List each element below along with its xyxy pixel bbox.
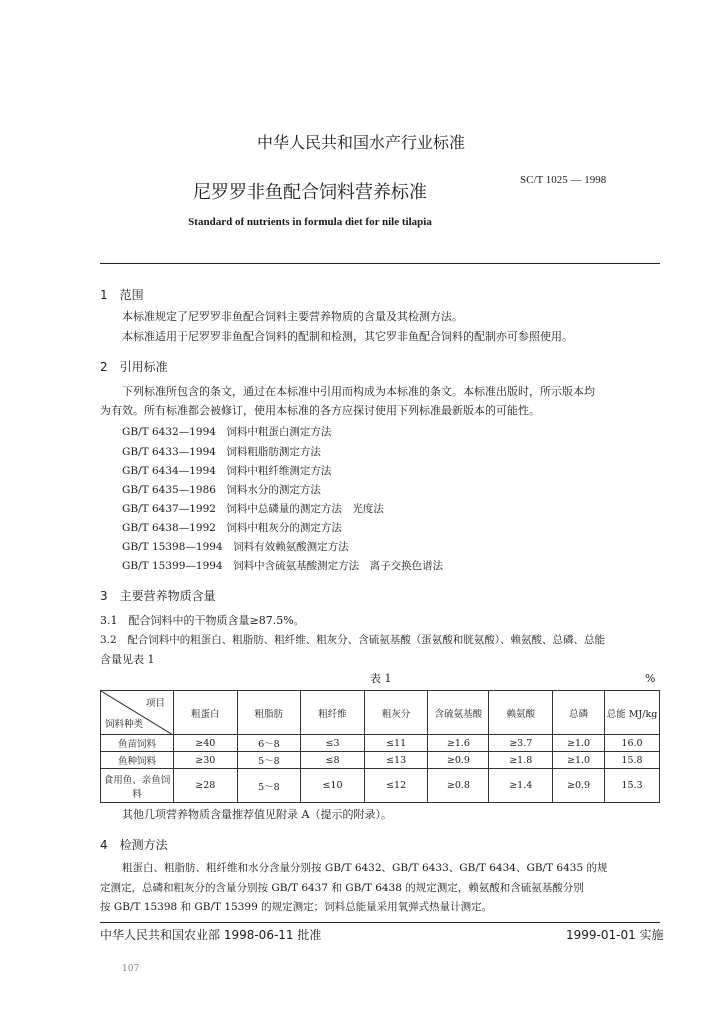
table-cell: 16.0 (605, 735, 660, 752)
section-2-para-1b: 为有效。所有标准都会被修订，使用本标准的各方应探讨使用下列标准最新版本的可能性。 (100, 404, 540, 417)
table-unit: % (645, 672, 656, 685)
section-3-2a: 3.2 配合饲料中的粗蛋白、粗脂肪、粗纤维、粗灰分、含硫氨基酸（蛋氨酸和胱氨酸）、赖氨酸、总磷、总能 (100, 634, 605, 646)
table-note: 其他几项营养物质含量推荐值见附录 A（提示的附录）。 (122, 808, 392, 821)
table-cell: 5～8 (237, 752, 301, 769)
table-cell: ≤8 (301, 752, 365, 769)
approval-date: 中华人民共和国农业部 1998-06-11 批准 (100, 928, 322, 942)
table-cell: ≤11 (364, 735, 428, 752)
section-4-para-3: 按 GB/T 15398 和 GB/T 15399 的规定测定；饲料总能量采用氧弹式热量计测定。 (100, 901, 493, 913)
table-cell: ≤13 (364, 752, 428, 769)
section-1-heading: 1 范围 (100, 288, 144, 302)
column-header: 总能 MJ/kg (605, 691, 660, 735)
reference-item: GB/T 6432—1994 饲料中粗蛋白测定方法 (122, 426, 332, 438)
column-header: 赖氨酸 (489, 691, 553, 735)
column-header: 粗纤维 (301, 691, 365, 735)
column-header: 总磷 (553, 691, 605, 735)
reference-item: GB/T 6438—1992 饲料中粗灰分的测定方法 (122, 522, 342, 534)
table-cell: 15.3 (605, 769, 660, 803)
table-cell: ≤12 (364, 769, 428, 803)
column-header: 粗蛋白 (174, 691, 238, 735)
reference-item: GB/T 6433—1994 饲料粗脂肪测定方法 (122, 446, 321, 458)
section-1-para-1: 本标准规定了尼罗罗非鱼配合饲料主要营养物质的含量及其检测方法。 (122, 310, 463, 323)
row-label: 鱼种饲料 (101, 752, 174, 769)
table-cell: 15.8 (605, 752, 660, 769)
header-divider (100, 263, 660, 264)
section-2-para-1a: 下列标准所包含的条文，通过在本标准中引用而构成为本标准的条文。本标准出版时，所示版本均 (122, 385, 595, 398)
table-cell: ≥1.0 (553, 735, 605, 752)
section-3-2b: 含量见表 1 (100, 653, 155, 666)
section-3-heading: 3 主要营养物质含量 (100, 589, 216, 603)
page-number: 107 (122, 964, 140, 974)
table-caption: 表 1 (370, 672, 392, 685)
table-row (101, 735, 660, 752)
table-cell: ≥1.4 (489, 769, 553, 803)
table-row (101, 752, 660, 769)
table-corner-cell (101, 691, 174, 735)
reference-item: GB/T 6434—1994 饲料中粗纤维测定方法 (122, 465, 332, 477)
table-cell: ≥1.8 (489, 752, 553, 769)
table-cell: 5～8 (237, 769, 301, 803)
column-header: 含硫氨基酸 (428, 691, 489, 735)
row-label: 鱼苗饲料 (101, 735, 174, 752)
reference-item: GB/T 6435—1986 饲料水分的测定方法 (122, 484, 321, 496)
table-header-row (101, 691, 660, 735)
english-title: Standard of nutrients in formula diet for nile tilapia (188, 216, 432, 228)
table-cell: ≥0.8 (428, 769, 489, 803)
implementation-date: 1999-01-01 实施 (566, 928, 664, 942)
reference-item: GB/T 15399—1994 饲料中含硫氨基酸测定方法 离子交换色谱法 (122, 560, 444, 572)
section-3-1: 3.1 配合饲料中的干物质含量≥87.5%。 (100, 614, 305, 627)
table-cell: ≤3 (301, 735, 365, 752)
standard-code: SC/T 1025 — 1998 (520, 174, 607, 186)
table-cell: ≥0.9 (428, 752, 489, 769)
column-header: 粗脂肪 (237, 691, 301, 735)
section-1-para-2: 本标准适用于尼罗罗非鱼配合饲料的配制和检测，其它罗非鱼配合饲料的配制亦可参照使用。 (122, 330, 573, 343)
table-cell: ≥40 (174, 735, 238, 752)
section-2-heading: 2 引用标准 (100, 360, 168, 374)
table-cell: 6～8 (237, 735, 301, 752)
document-title: 尼罗罗非鱼配合饲料营养标准 (193, 182, 427, 203)
reference-item: GB/T 6437—1992 饲料中总磷量的测定方法 光度法 (122, 503, 384, 515)
table-cell: ≥1.0 (553, 752, 605, 769)
section-4-para-1: 粗蛋白、粗脂肪、粗纤维和水分含量分别按 GB/T 6432、GB/T 6433、GB/T 6434、GB/T 6435 的规 (122, 862, 608, 874)
corner-label-top: 项目 (145, 698, 165, 709)
nutrient-table (100, 690, 660, 803)
reference-item: GB/T 15398—1994 饲料有效赖氨酸测定方法 (122, 541, 349, 553)
corner-label-bottom: 饲料种类 (105, 719, 144, 730)
table-cell: ≥0.9 (553, 769, 605, 803)
footer-divider (100, 922, 660, 923)
table-cell: ≥28 (174, 769, 238, 803)
table-row (101, 769, 660, 803)
table-cell: ≥3.7 (489, 735, 553, 752)
column-header: 粗灰分 (364, 691, 428, 735)
section-4-para-2: 定测定，总磷和粗灰分的含量分别按 GB/T 6437 和 GB/T 6438 的规定测定，赖氨酸和含硫氨基酸分别 (100, 882, 584, 894)
row-label: 食用鱼、亲鱼饲料 (101, 769, 174, 803)
table-cell: ≥1.6 (428, 735, 489, 752)
table-cell: ≥30 (174, 752, 238, 769)
section-4-heading: 4 检测方法 (100, 838, 168, 852)
table-cell: ≤10 (301, 769, 365, 803)
industry-title: 中华人民共和国水产行业标准 (256, 133, 465, 152)
